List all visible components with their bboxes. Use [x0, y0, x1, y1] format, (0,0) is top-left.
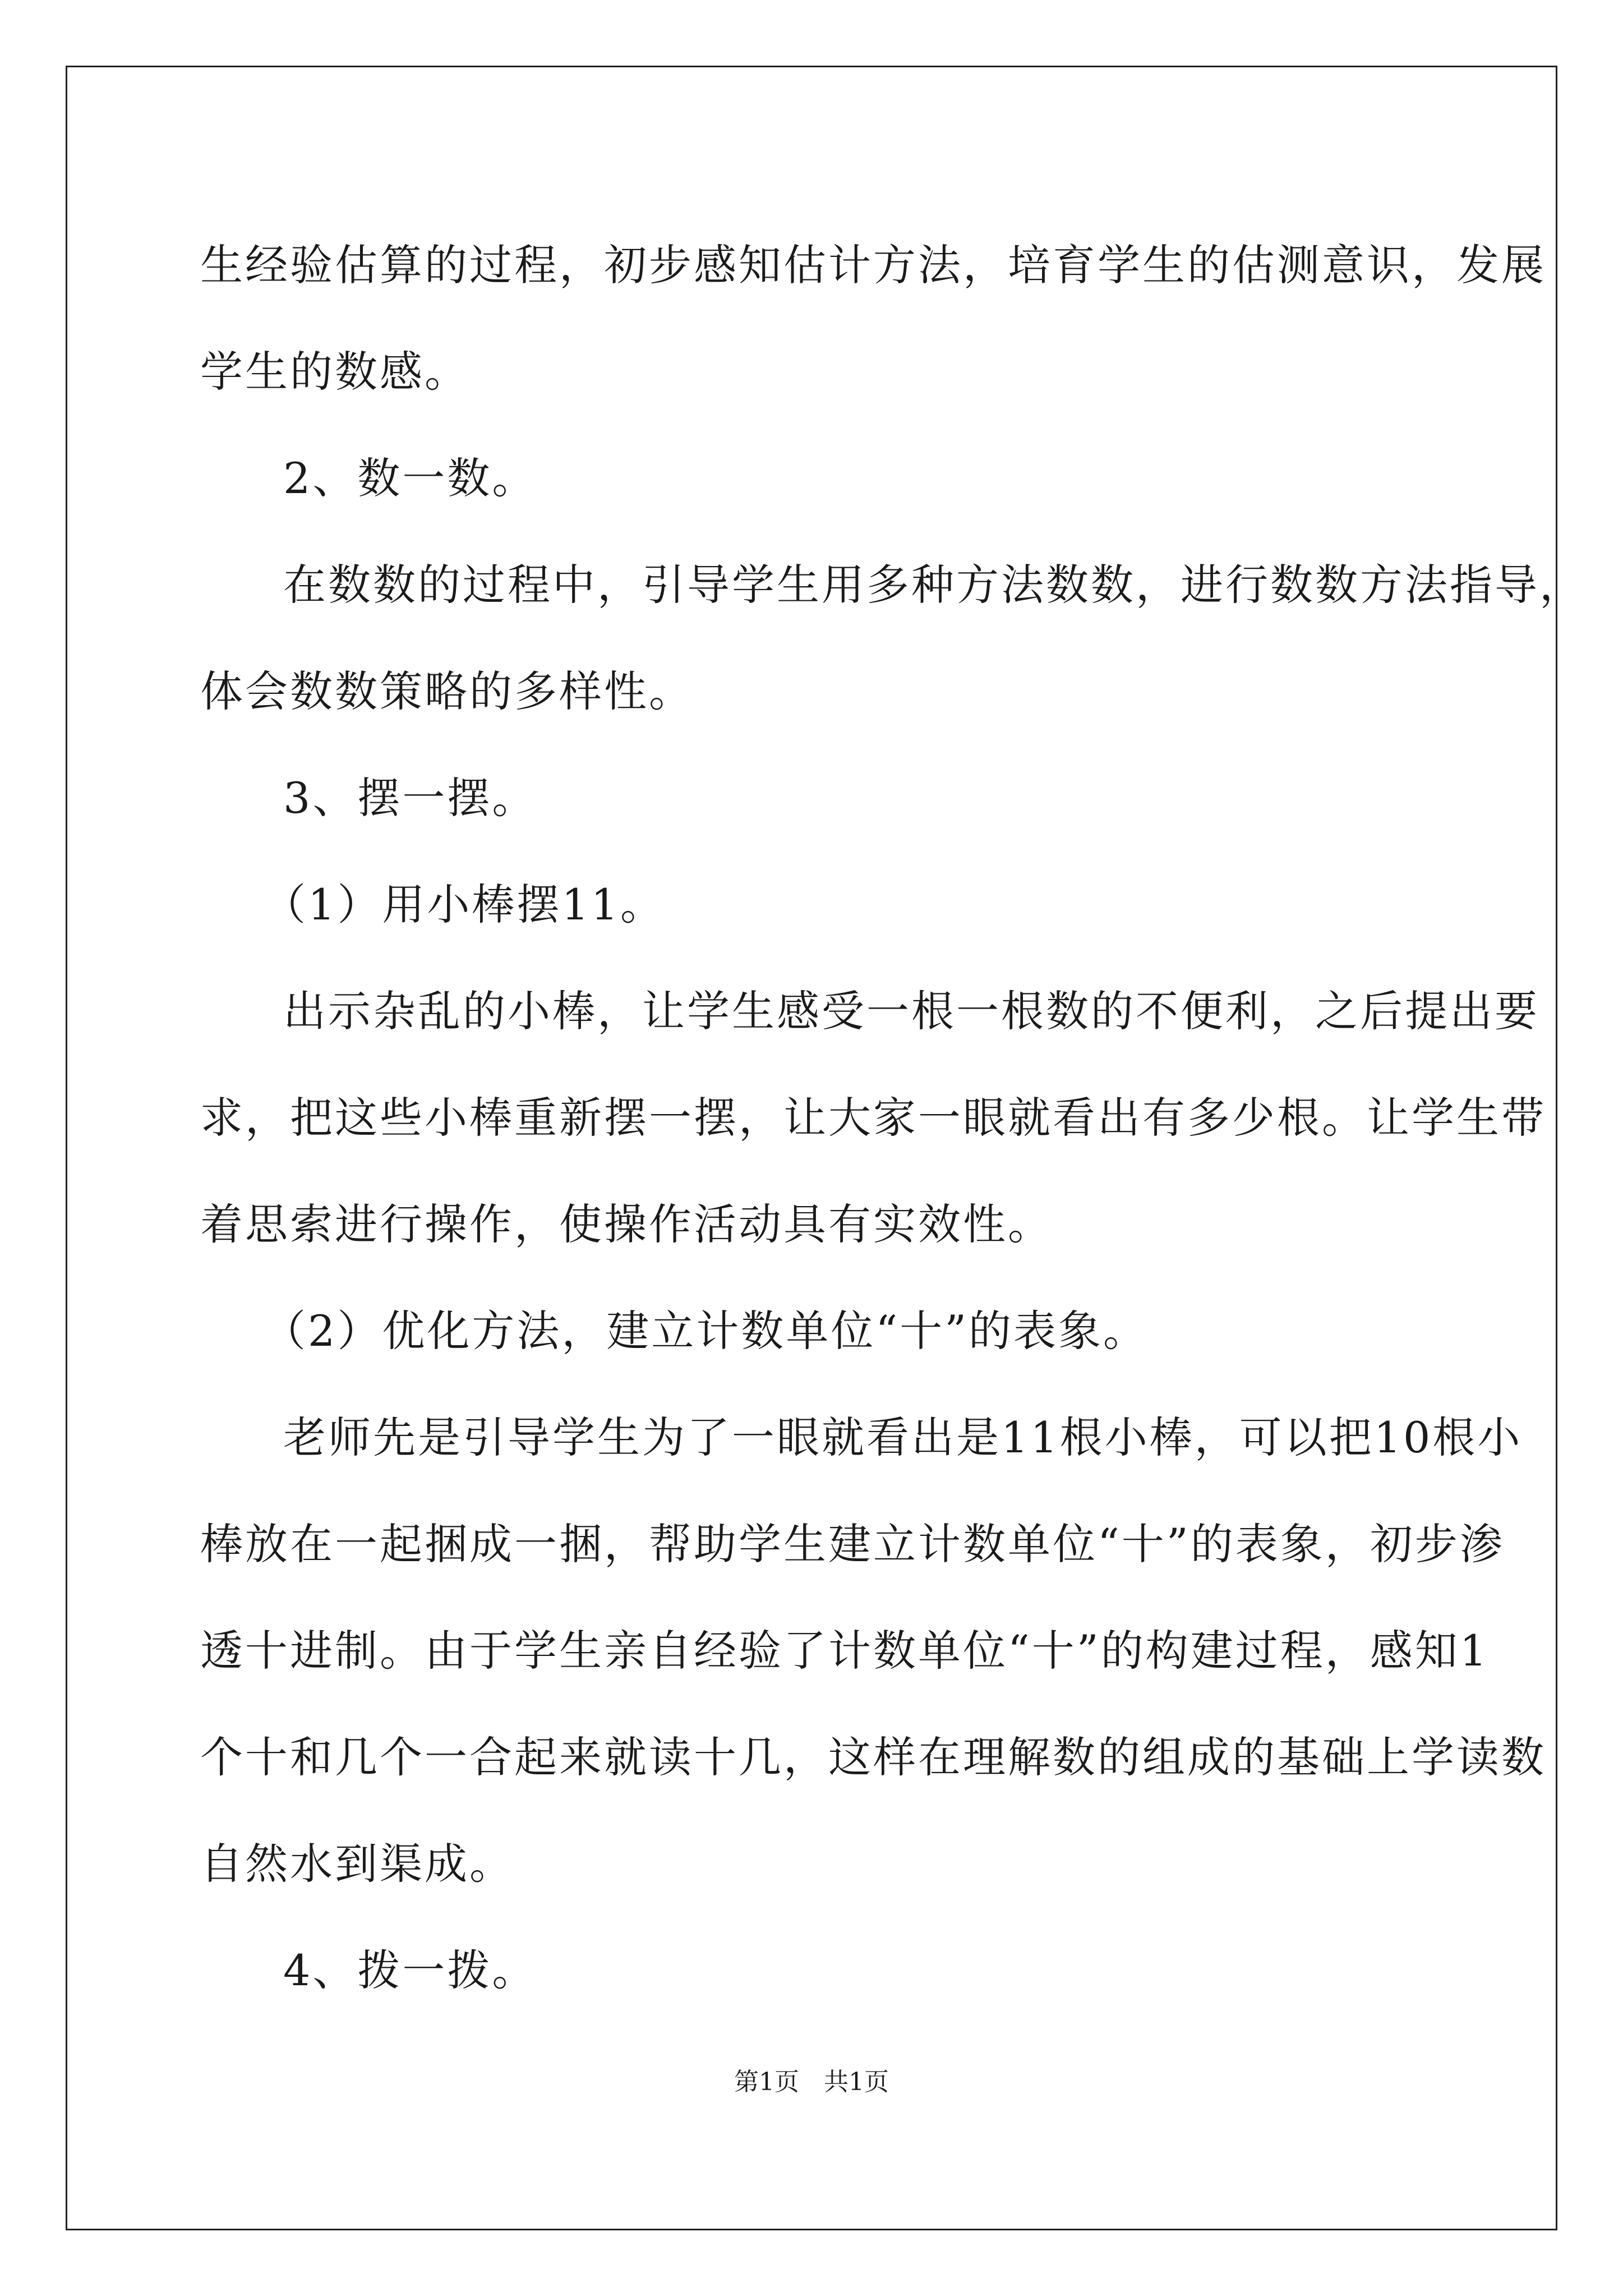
section-heading: 4、拨一拨。: [283, 1945, 537, 1995]
paragraph-line: 棒放在一起捆成一捆，帮助学生建立计数单位“十”的表象，初步渗: [200, 1519, 1505, 1569]
paragraph-line: 个十和几个一合起来就读十几，这样在理解数的组成的基础上学读数: [200, 1732, 1546, 1782]
paragraph-line: 透十进制。由于学生亲自经验了计数单位“十”的构建过程，感知1: [200, 1626, 1490, 1676]
paragraph-line: 着思索进行操作，使操作活动具有实效性。: [200, 1199, 1053, 1249]
paragraph-line: 老师先是引导学生为了一眼就看出是11根小棒，可以把10根小: [283, 1412, 1523, 1462]
paragraph-line: 求，把这些小棒重新摆一摆，让大家一眼就看出有多少根。让学生带: [200, 1093, 1546, 1143]
document-body: [200, 212, 1584, 2024]
section-heading: 2、数一数。: [283, 453, 537, 503]
paragraph-line: 体会数数策略的多样性。: [200, 666, 694, 716]
subsection-heading: （2）优化方法，建立计数单位“十”的表象。: [263, 1306, 1149, 1356]
paragraph-line: 学生的数感。: [200, 347, 469, 397]
subsection-heading: （1）用小棒摆11。: [263, 880, 666, 930]
section-heading: 3、摆一摆。: [283, 773, 537, 823]
paragraph-line: 在数数的过程中，引导学生用多种方法数数，进行数数方法指导，: [283, 560, 1584, 610]
paragraph-line: 出示杂乱的小棒，让学生感受一根一根数的不便利，之后提出要: [283, 986, 1539, 1036]
paragraph-line: 生经验估算的过程，初步感知估计方法，培育学生的估测意识，发展: [200, 240, 1546, 290]
paragraph-line: 自然水到渠成。: [200, 1839, 514, 1889]
page-number-footer: 第1页 共1页: [734, 2068, 889, 2096]
